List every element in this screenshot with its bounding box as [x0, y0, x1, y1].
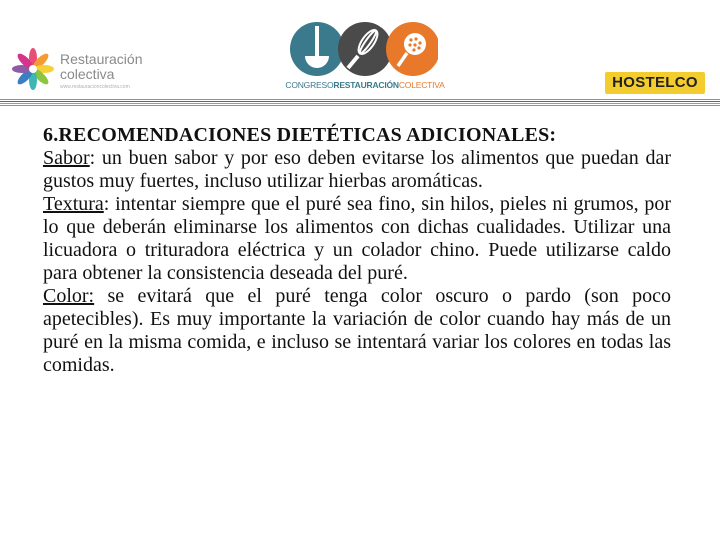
congreso-word3: COLECTIVA: [398, 80, 445, 90]
slide-header: [0, 0, 720, 108]
paragraph-sabor: [43, 147, 671, 193]
text-textura: : intentar siempre que el puré sea fino, sin hilos, pieles ni grumos, por lo que deberán eliminarse los alimentos con dichas cualidades. Utilizar una licuadora o trituradora eléctrica y un colador chino. Puede utilizarse caldo para obtener la consistencia deseada del puré.: [43, 193, 671, 284]
logo-left-line2: colectiva: [60, 66, 115, 82]
congreso-logo: [270, 20, 460, 96]
term-textura: Textura: [43, 193, 104, 215]
logo-left-url: www.restauracioncolectiva.com: [60, 84, 130, 90]
logo-left-line1: Restauración: [60, 51, 143, 67]
hostelco-logo: [605, 72, 705, 94]
paragraph-textura: [43, 193, 671, 285]
text-color: se evitará que el puré tenga color oscuro o pardo (son poco apetecibles). Es muy importante la variación de color cuando hay más de un puré en la misma comida, e incluso se intentará variar los colores en todas las comidas.: [43, 285, 671, 376]
paragraph-color: [43, 285, 671, 377]
congreso-wordmark: [270, 80, 460, 90]
flower-icon: [10, 46, 56, 92]
header-divider-stripes: [0, 99, 720, 109]
slide-body: [43, 124, 671, 377]
restauracion-colectiva-logo: [10, 46, 143, 92]
hostelco-text: HOSTELCO: [612, 74, 698, 91]
congreso-word2: RESTAURACIÓN: [333, 80, 399, 90]
text-sabor: : un buen sabor y por eso deben evitarse los alimentos que puedan dar gustos muy fuertes, incluso utilizar hierbas aromáticas.: [43, 147, 671, 192]
term-sabor: Sabor: [43, 147, 90, 169]
congreso-word1: CONGRESO: [285, 80, 334, 90]
term-color: Color:: [43, 285, 95, 307]
section-title: 6.RECOMENDACIONES DIETÉTICAS ADICIONALES:: [43, 124, 557, 146]
utensils-circles-icon: [288, 20, 438, 78]
